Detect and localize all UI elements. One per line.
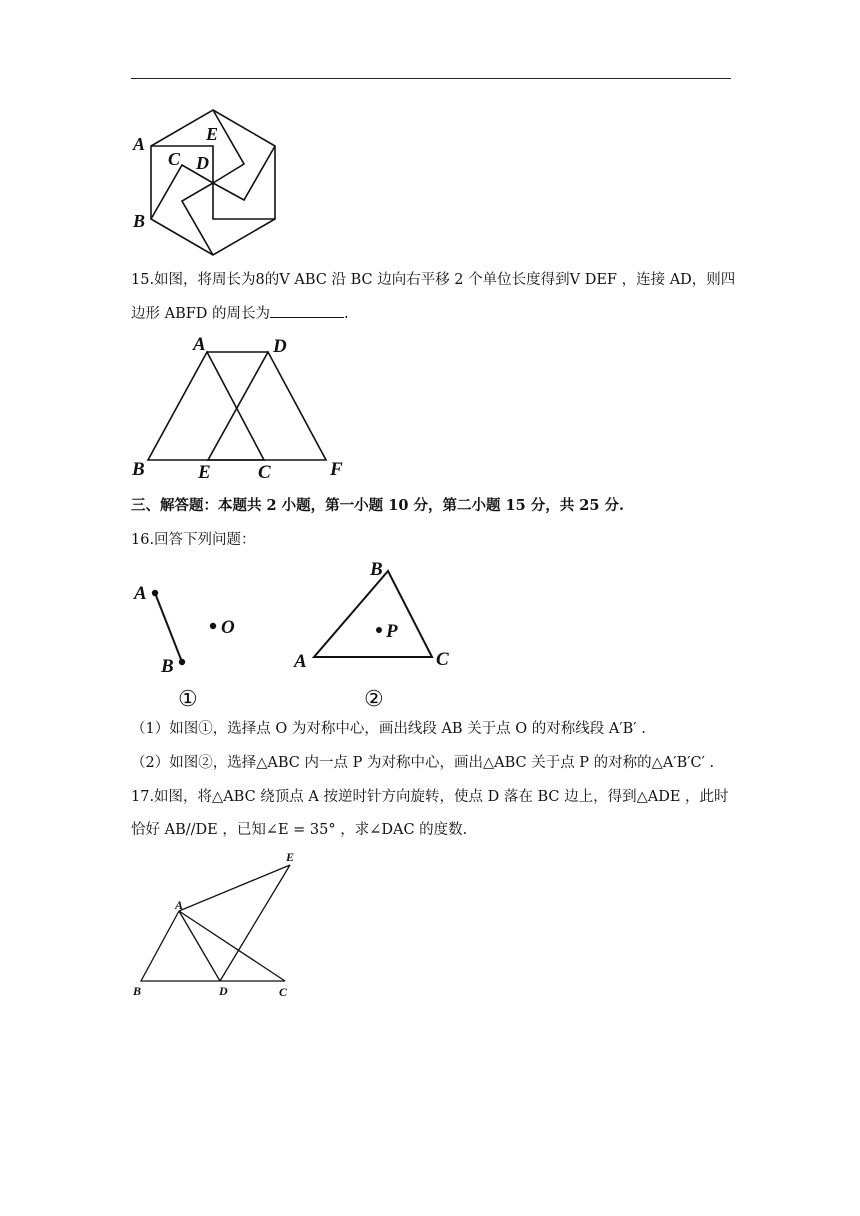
- q15-line2-end: .: [344, 306, 349, 322]
- q16-part2: （2）如图②，选择△ABC 内一点 P 为对称中心，画出△ABC 关于点 P 的对称的△A′B′C′ .: [131, 755, 715, 771]
- point-a: [152, 590, 158, 596]
- segment-ab: [155, 593, 182, 662]
- point-b: [179, 659, 185, 665]
- point-o: [210, 623, 216, 629]
- section3-heading: 三、解答题：本题共 2 小题，第一小题 10 分，第二小题 15 分，共 25 分.: [131, 497, 625, 514]
- q14-label-e: E: [206, 124, 219, 144]
- q16-fig2-label-a: A: [294, 651, 307, 672]
- q16-fig2-label-b: B: [370, 559, 383, 580]
- q15-line1: 15.如图，将周长为8的V ABC 沿 BC 边向右平移 2 个单位长度得到V DEF ，连接 AD，则四: [131, 272, 736, 288]
- triangle-def: [208, 352, 326, 460]
- q15-translation-figure: [128, 332, 353, 482]
- q16-part1: （1）如图①，选择点 O 为对称中心，画出线段 AB 关于点 O 的对称线段 A′B′ .: [131, 721, 646, 737]
- triangle-abc: [148, 352, 264, 460]
- q16-title: 16.回答下列问题：: [131, 532, 256, 548]
- q15-answer-blank[interactable]: [270, 303, 344, 318]
- q16-fig1-label-o: O: [221, 617, 235, 638]
- segment-ae: [179, 865, 290, 911]
- segment-de: [220, 865, 290, 981]
- q16-fig1-label-b: B: [161, 656, 174, 677]
- q15-label-a: A: [193, 334, 206, 355]
- q17-label-c: C: [279, 985, 288, 999]
- q14-hexagon-figure: [130, 105, 290, 260]
- pinwheel-arm-2: [213, 110, 244, 183]
- q17-label-d: D: [219, 984, 228, 998]
- q14-label-d: D: [196, 153, 209, 173]
- q14-label-b: B: [133, 211, 146, 231]
- pinwheel-arm-5: [182, 183, 213, 255]
- q16-fig1-number: ①: [178, 686, 198, 711]
- q15-label-b: B: [132, 459, 145, 480]
- pinwheel-arm-6: [151, 165, 213, 219]
- q17-label-e: E: [286, 850, 295, 864]
- q15-label-d: D: [273, 336, 287, 357]
- q15-label-f: F: [330, 459, 343, 480]
- header-rule: [131, 78, 731, 79]
- q16-figure-2: [288, 557, 468, 717]
- q16-fig2-number: ②: [364, 686, 384, 711]
- q15-line2: [131, 303, 349, 324]
- triangle-abc: [314, 571, 432, 657]
- segment-ba-bc: [141, 911, 285, 981]
- q16-fig2-label-c: C: [436, 649, 449, 670]
- q15-label-c: C: [258, 462, 271, 483]
- q16-fig1-label-a: A: [134, 583, 147, 604]
- q16-figure-1: [128, 575, 268, 715]
- segment-ac: [179, 911, 285, 981]
- q16-fig2-label-p: P: [386, 621, 398, 642]
- point-p: [376, 627, 382, 633]
- q17-label-a: A: [175, 898, 184, 912]
- q17-line1: 17.如图，将△ABC 绕顶点 A 按逆时针方向旋转，使点 D 落在 BC 边上，得到△ADE ，此时: [131, 789, 729, 805]
- q17-label-b: B: [133, 984, 142, 998]
- q15-line2-text: 边形 ABFD 的周长为: [131, 306, 271, 322]
- q15-label-e: E: [198, 462, 211, 483]
- pinwheel-arm-3: [213, 146, 275, 200]
- segment-ad: [179, 911, 220, 981]
- q17-line2: 恰好 AB//DE ，已知∠E = 35° ，求∠DAC 的度数.: [131, 822, 468, 838]
- q14-label-c: C: [168, 149, 181, 169]
- q17-rotation-figure: [128, 848, 308, 1003]
- q14-label-a: A: [133, 134, 146, 154]
